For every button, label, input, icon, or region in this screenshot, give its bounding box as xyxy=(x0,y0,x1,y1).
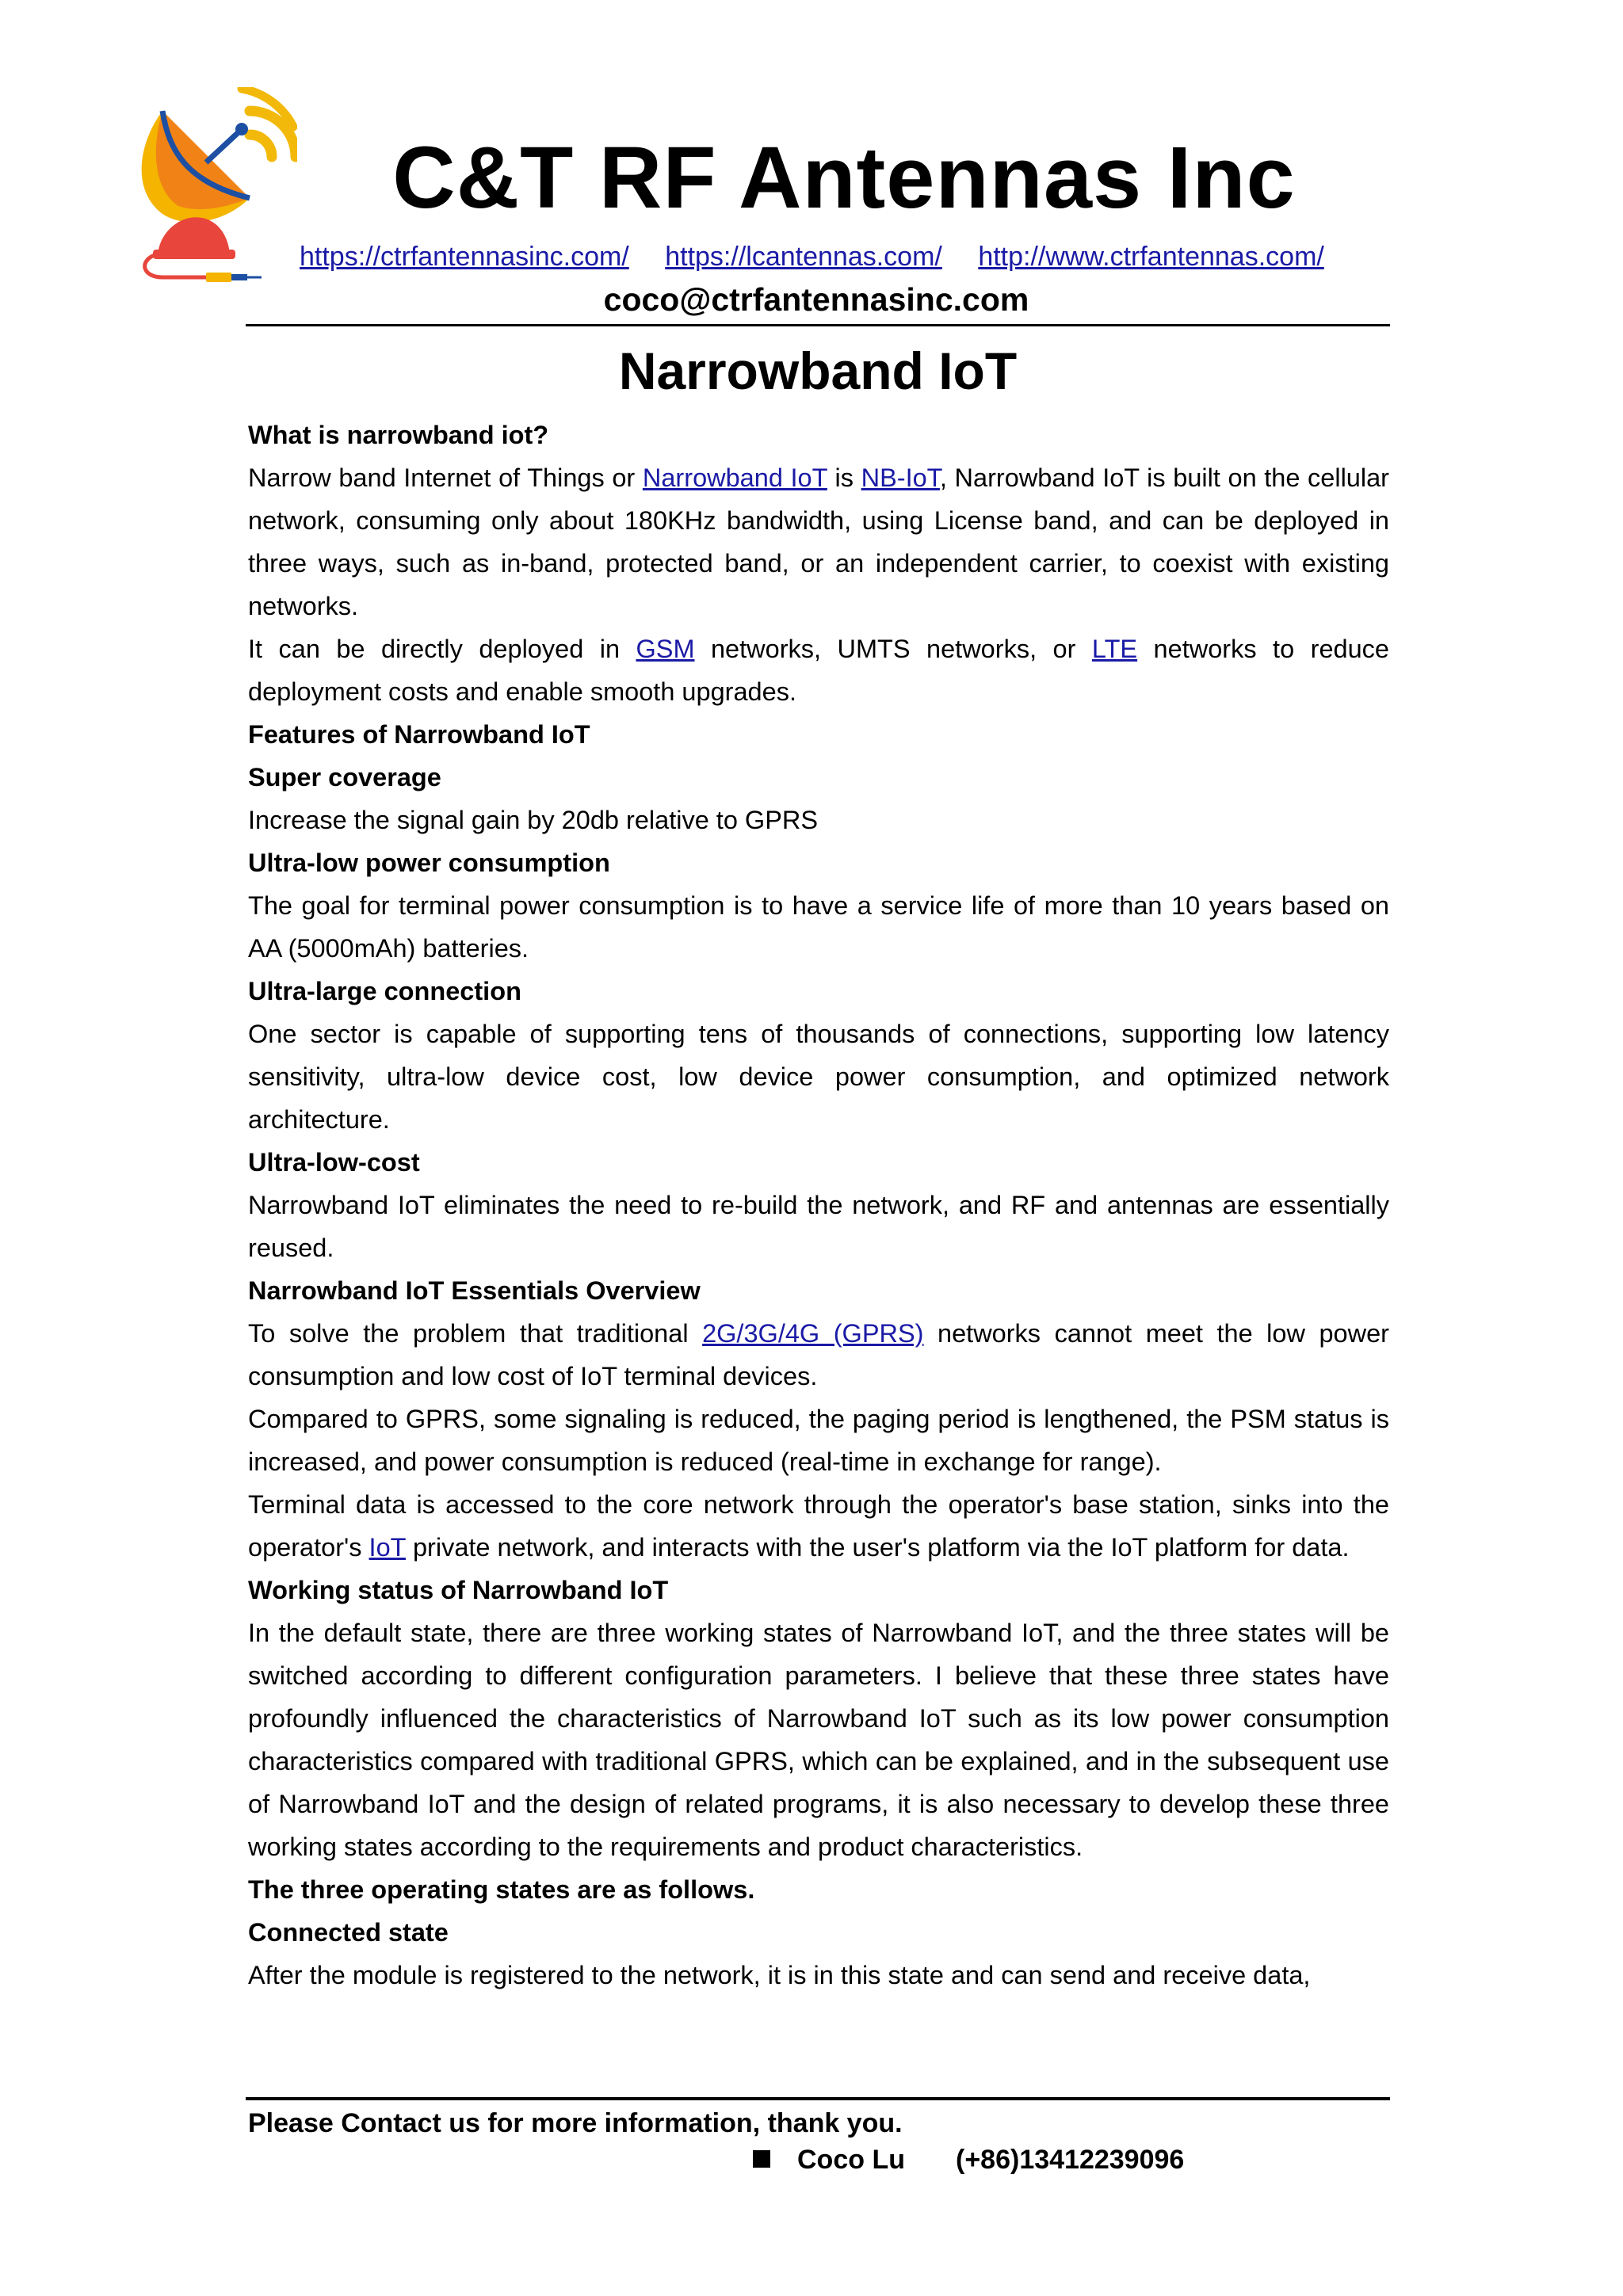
paragraph: The goal for terminal power consumption is to have a service life of more than 10 years based on AA (5000mAh) batteries. xyxy=(248,891,1389,963)
square-bullet-icon xyxy=(753,2150,770,2168)
paragraph: Narrowband IoT eliminates the need to re-build the network, and RF and antennas are essentially reused. xyxy=(248,1191,1389,1262)
company-name: C&T RF Antennas Inc xyxy=(392,129,1296,227)
paragraph: To solve the problem that traditional 2G/3G/4G (GPRS) networks cannot meet the low power consumption and low cost of IoT terminal devices. xyxy=(248,1319,1389,1390)
link-ctrfantennasinc[interactable]: https://ctrfantennasinc.com/ xyxy=(300,242,629,272)
contact-email: coco@ctrfantennasinc.com xyxy=(603,281,1029,318)
sub-heading: Ultra-large connection xyxy=(248,977,521,1005)
link-gsm[interactable]: GSM xyxy=(636,635,695,663)
paragraph: One sector is capable of supporting tens of thousands of connections, supporting low latency sensitivity, ultra-low device cost, low device power consumption, and optimized network architecture. xyxy=(248,1020,1389,1134)
section-heading: What is narrowband iot? xyxy=(248,421,549,449)
sub-heading: Ultra-low power consumption xyxy=(248,849,610,877)
sub-heading: Connected state xyxy=(248,1918,449,1947)
contact-name: Coco Lu xyxy=(797,2145,905,2175)
paragraph: In the default state, there are three working states of Narrowband IoT, and the three states will be switched according to different configuration parameters. I believe that these three states have profoundly influenced the characteristics of Narrowband IoT such as its low power consumption characteristics compared with traditional GPRS, which can be explained, and in the subsequent use of Narrowband IoT and the design of related programs, it is also necessary to develop these three working states according to the requirements and product characteristics. xyxy=(248,1619,1389,1861)
satellite-dish-logo-icon xyxy=(131,87,297,285)
link-2g-3g-4g-gprs[interactable]: 2G/3G/4G (GPRS) xyxy=(702,1319,924,1348)
footer-divider xyxy=(246,2097,1390,2100)
link-lte[interactable]: LTE xyxy=(1091,635,1138,663)
contact-phone: (+86)13412239096 xyxy=(956,2145,1185,2175)
sub-heading: Super coverage xyxy=(248,763,441,791)
paragraph: Terminal data is accessed to the core network through the operator's base station, sinks into the operator's IoT private network, and interacts with the user's platform via the IoT platform for data. xyxy=(248,1490,1389,1562)
header-divider xyxy=(246,324,1390,326)
section-heading: The three operating states are as follows. xyxy=(248,1875,755,1904)
link-ctrfantennas[interactable]: http://www.ctrfantennas.com/ xyxy=(978,242,1324,272)
paragraph: Narrow band Internet of Things or Narrowband IoT is NB-IoT, Narrowband IoT is built on the cellular network, consuming only about 180KHz bandwidth, using License band, and can be deployed in three ways, such as in-band, protected band, or an independent carrier, to coexist with existing networks. xyxy=(248,463,1390,620)
link-iot[interactable]: IoT xyxy=(369,1533,406,1562)
footer-note: Please Contact us for more information, thank you. xyxy=(248,2108,903,2138)
paragraph: Compared to GPRS, some signaling is reduced, the paging period is lengthened, the PSM status is increased, and power consumption is reduced (real-time in exchange for range). xyxy=(248,1405,1389,1476)
section-heading: Features of Narrowband IoT xyxy=(248,720,590,749)
document-body xyxy=(248,414,1389,1997)
paragraph: Increase the signal gain by 20db relative to GPRS xyxy=(248,806,819,834)
paragraph: It can be directly deployed in GSM networks, UMTS networks, or LTE networks to reduce deployment costs and enable smooth upgrades. xyxy=(248,635,1389,706)
contact-line xyxy=(753,2140,1184,2180)
link-narrowband-iot[interactable]: Narrowband IoT xyxy=(642,463,827,492)
section-heading: Working status of Narrowband IoT xyxy=(248,1576,669,1604)
document-title: Narrowband IoT xyxy=(618,341,1018,400)
header-links xyxy=(300,239,1393,274)
paragraph: After the module is registered to the network, it is in this state and can send and receive data, xyxy=(248,1961,1311,1989)
section-heading: Narrowband IoT Essentials Overview xyxy=(248,1276,701,1305)
link-lcantennas[interactable]: https://lcantennas.com/ xyxy=(665,242,942,272)
sub-heading: Ultra-low-cost xyxy=(248,1148,420,1177)
link-nb-iot[interactable]: NB-IoT xyxy=(861,463,940,492)
